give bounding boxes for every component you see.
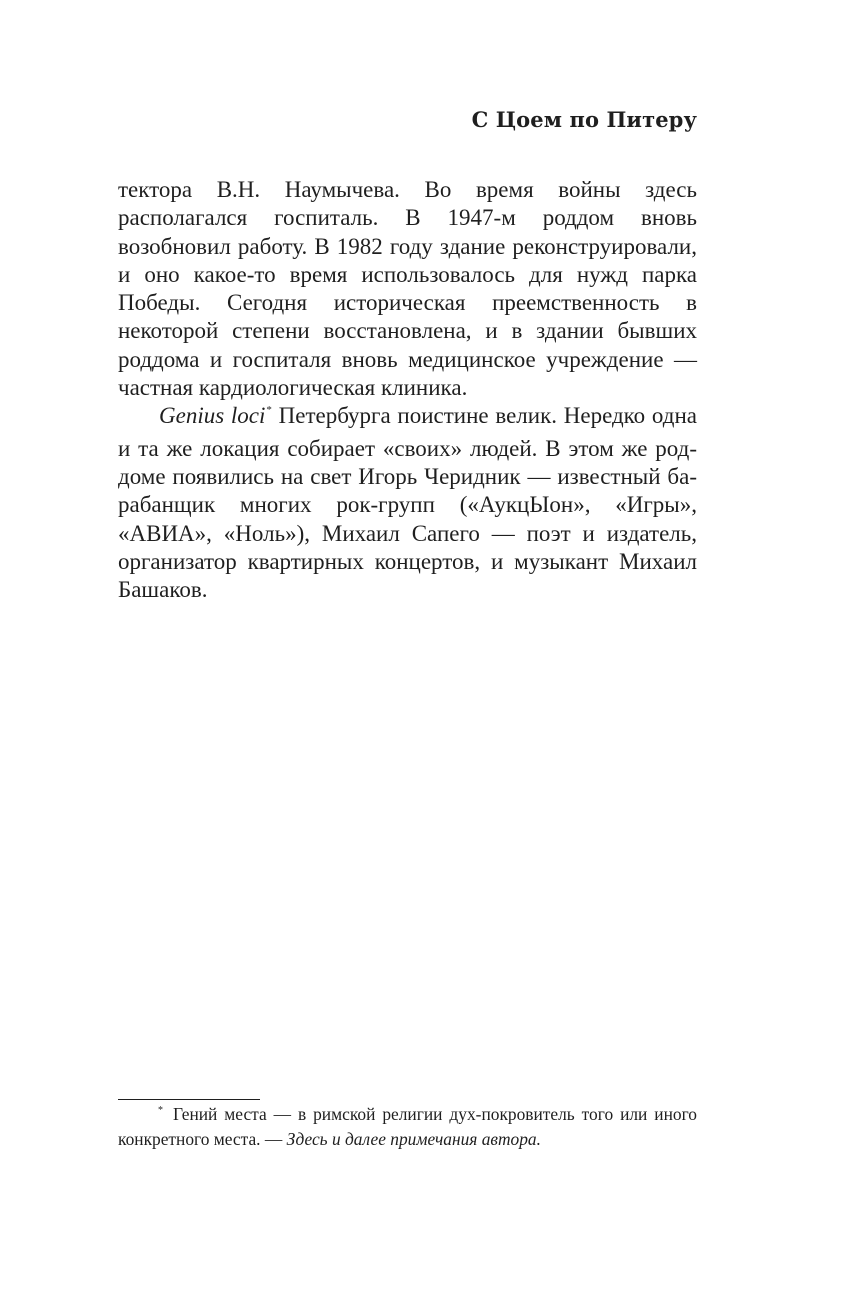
footnote-divider (118, 1099, 260, 1100)
footnote-mark: * (158, 1105, 163, 1116)
paragraph-text: Петербурга поистине велик. Нередко одна и та же локация собирает «своих» людей. В этом же роддоме появились на свет Игорь Черидник — известный барабанщик многих рок-групп («АукцЫон», «Игры», «АВИА», «Ноль»), Михаил Сапего — поэт и издатель, организатор квартирных концертов, и музыкант Михаил Башаков. (118, 403, 697, 603)
latin-term: Genius loci (159, 403, 266, 429)
paragraph (118, 402, 697, 604)
paragraph: тектора В.Н. Наумычева. Во время войны здесь располагался госпиталь. В 1947-м роддом вновь возобновил работу. В 1982 году здание реконструировали, и оно какое-то время использовалось для нужд парка Победы. Сегодня историческая преемственность в некоторой степени восстановлена, и в здании бывших роддома и госпиталя вновь медицинское учреждение — частная кардиологическая клиника. (118, 177, 697, 401)
footnote (118, 1104, 697, 1150)
main-text (118, 176, 697, 604)
running-header: С Цоем по Питеру (471, 107, 697, 132)
footnote-reference[interactable]: * (266, 404, 272, 417)
footnote-text: Гений места — в римской религии дух-покровитель того или иного конкретного места. — (118, 1104, 697, 1149)
footnote-author-note: Здесь и далее примечания автора. (286, 1128, 541, 1149)
